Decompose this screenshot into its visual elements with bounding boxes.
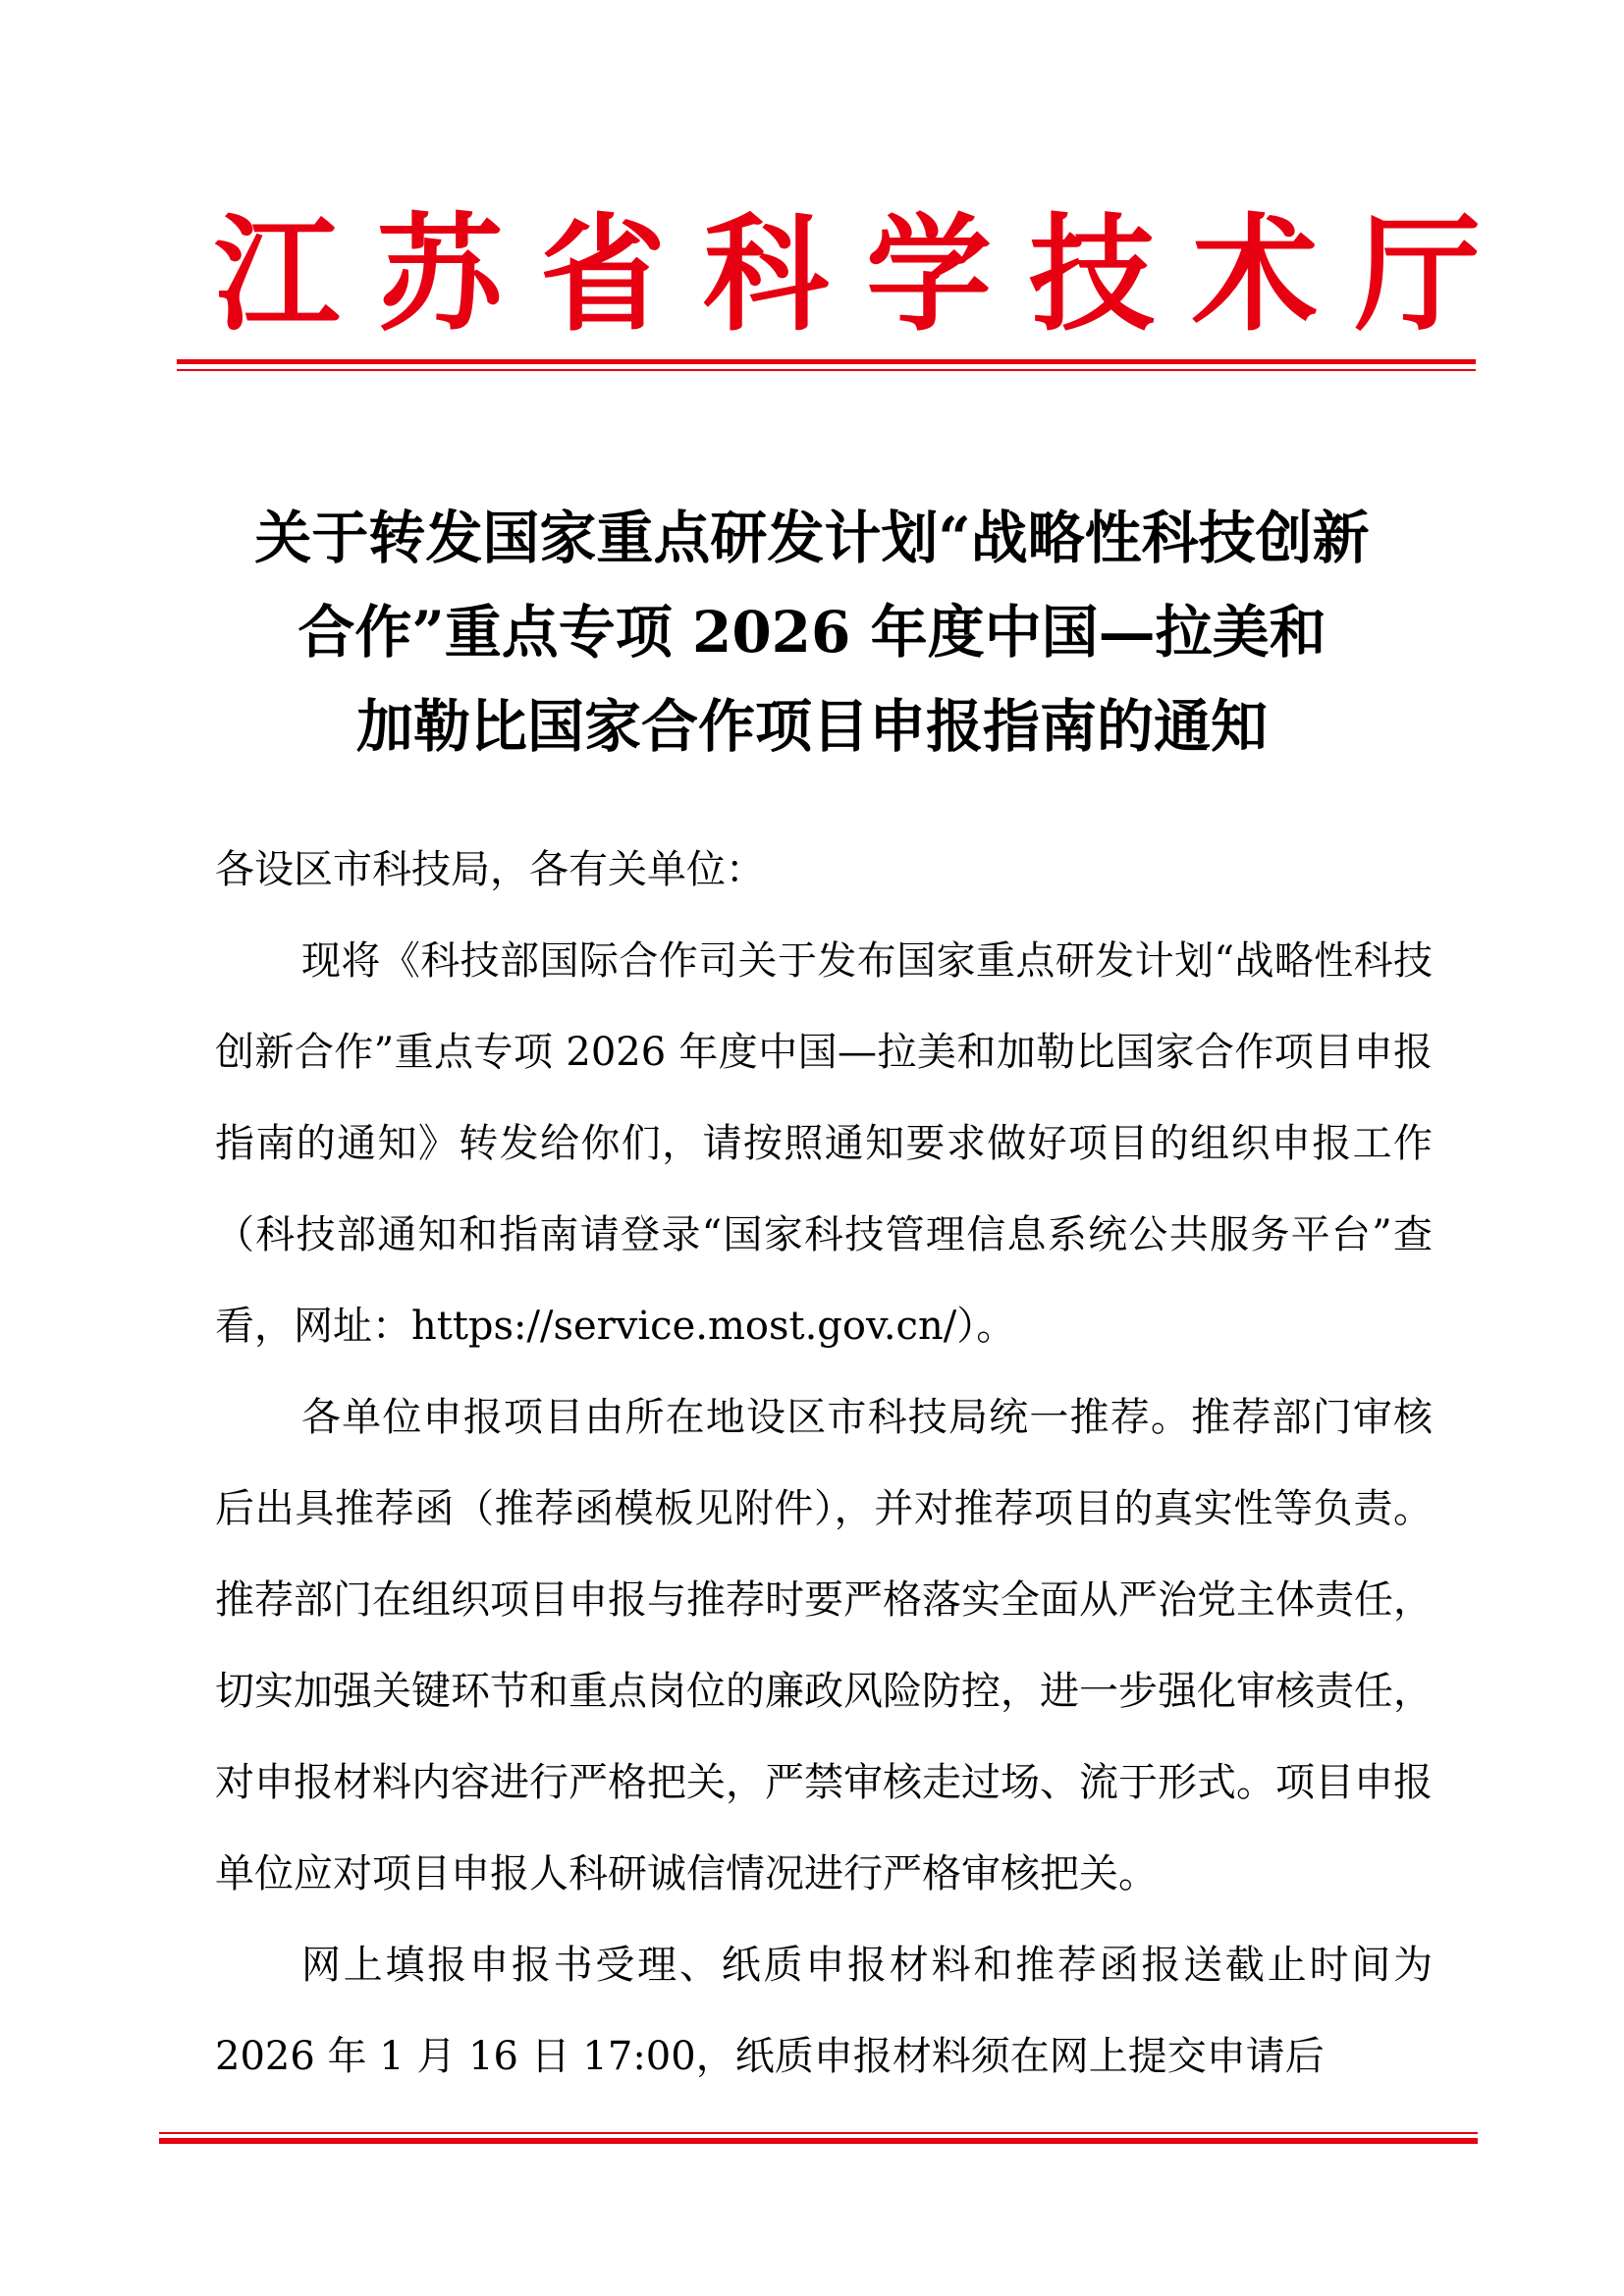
paragraph-forwarding: 现将《科技部国际合作司关于发布国家重点研发计划“战略性科技创新合作”重点专项 2026 年度中国—拉美和加勒比国家合作项目申报指南的通知》转发给你们，请按照通知要求做好项目的组织申报工作（科技部通知和指南请登录“国家科技管理信息系统公共服务平台”查看，网址：https://service.most.gov.cn/）。 [215, 938, 1433, 1349]
paragraph-recommendation: 各单位申报项目由所在地设区市科技局统一推荐。推荐部门审核后出具推荐函（推荐函模板见附件），并对推荐项目的真实性等负责。推荐部门在组织项目申报与推荐时要严格落实全面从严治党主体责任，切实加强关键环节和重点岗位的廉政风险防控，进一步强化审核责任，对申报材料内容进行严格把关，严禁审核走过场、流于形式。项目申报单位应对项目申报人科研诚信情况进行严格审核把关。 [215, 1395, 1433, 1896]
title-line-1: 关于转发国家重点研发计划“战略性科技创新 [254, 505, 1370, 571]
paragraph-deadline: 网上填报申报书受理、纸质申报材料和推荐函报送截止时间为 2026 年 1 月 16 日 17:00，纸质申报材料须在网上提交申请后 [215, 1943, 1433, 2079]
title-line-2: 合作”重点专项 2026 年度中国—拉美和 [298, 599, 1326, 666]
salutation: 各设区市科技局，各有关单位： [215, 847, 765, 892]
header-rule-thick [177, 359, 1476, 364]
document-body [215, 825, 1433, 2103]
footer-rule-thick [159, 2138, 1478, 2144]
issuing-authority-header: 江苏省科学技术厅 [214, 201, 1519, 348]
title-line-3: 加勒比国家合作项目申报指南的通知 [355, 693, 1268, 760]
document-title [147, 491, 1477, 774]
footer-rule-thin [159, 2132, 1478, 2134]
header-rule-thin [177, 369, 1476, 371]
